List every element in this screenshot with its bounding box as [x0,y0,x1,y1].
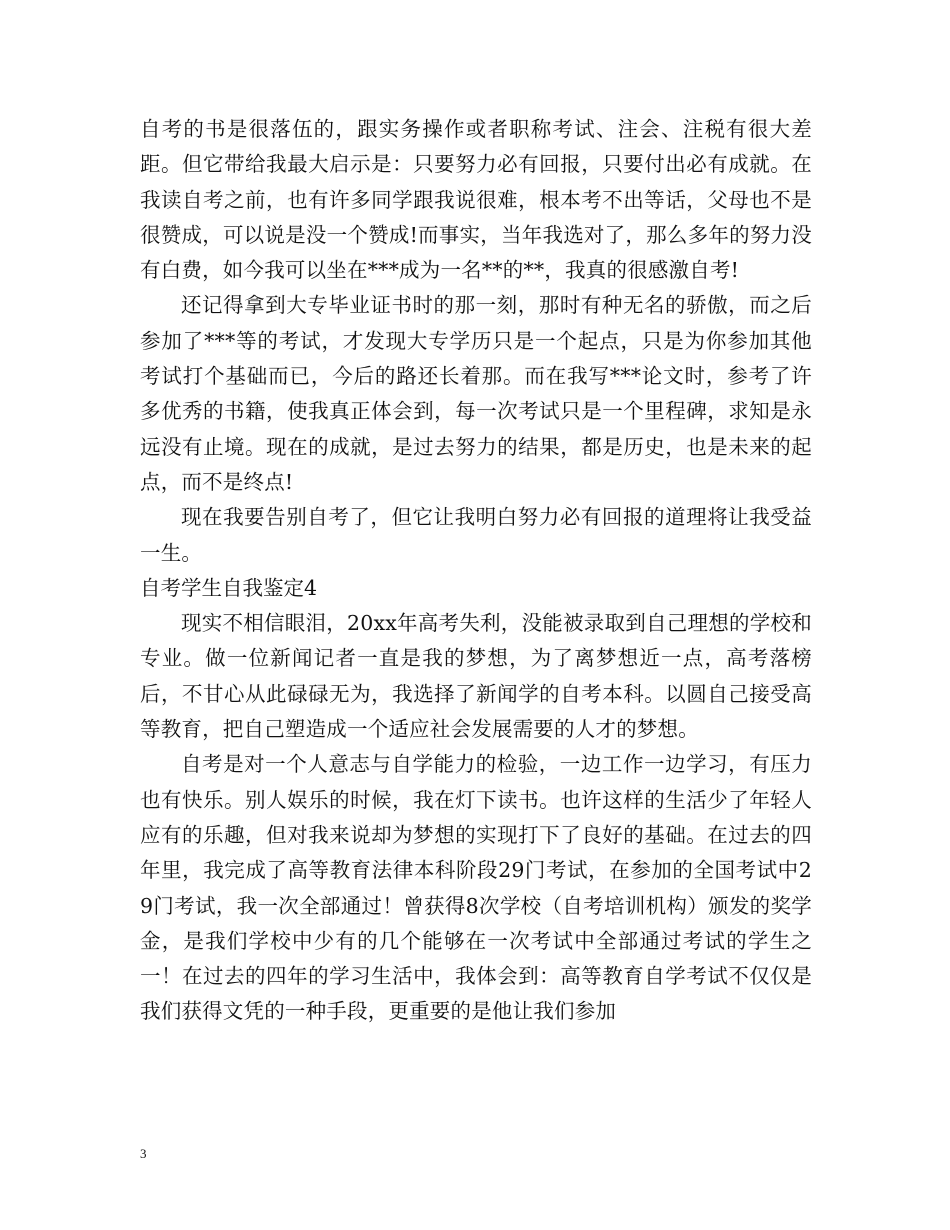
page-number: 3 [140,1146,147,1161]
paragraph-dream: 现实不相信眼泪，20xx年高考失利，没能被录取到自己理想的学校和专业。做一位新闻记者一直是我的梦想，为了离梦想近一点，高考落榜后，不甘心从此碌碌无为，我选择了新闻学的自考本科。以圆自己接受高等教育，把自己塑造成一个适应社会发展需要的人才的梦想。 [140,611,812,742]
paragraph-farewell: 现在我要告别自考了，但它让我明白努力必有回报的道理将让我受益一生。 [140,505,812,565]
section-heading: 自考学生自我鉴定4 [140,575,318,600]
document-body [140,112,812,1030]
paragraph-self-study: 自考是对一个人意志与自学能力的检验，一边工作一边学习，有压力也有快乐。别人娱乐的时候，我在灯下读书。也许这样的生活少了年轻人应有的乐趣，但对我来说却为梦想的实现打下了良好的基础。在过去的四年里，我完成了高等教育法律本科阶段29门考试，在参加的全国考试中29门考试，我一次全部通过！曾获得8次学校（自考培训机构）颁发的奖学金，是我们学校中少有的几个能够在一次考试中全部通过考试的学生之一！在过去的四年的学习生活中，我体会到：高等教育自学考试不仅仅是我们获得文凭的一种手段，更重要的是他让我们参加 [140,752,812,1024]
paragraph-continuation: 自考的书是很落伍的，跟实务操作或者职称考试、注会、注税有很大差距。但它带给我最大启示是：只要努力必有回报，只要付出必有成就。在我读自考之前，也有许多同学跟我说很难，根本考不出等话，父母也不是很赞成，可以说是没一个赞成!而事实，当年我选对了，那么多年的努力没有白费，如今我可以坐在***成为一名**的**，我真的很感激自考! [140,117,812,283]
paragraph-diploma-memory: 还记得拿到大专毕业证书时的那一刻，那时有种无名的骄傲，而之后参加了***等的考试，才发现大专学历只是一个起点，只是为你参加其他考试打个基础而已，今后的路还长着那。而在我写***论文时，参考了许多优秀的书籍，使我真正体会到，每一次考试只是一个里程碑，求知是永远没有止境。现在的成就，是过去努力的结果，都是历史，也是未来的起点，而不是终点! [140,293,812,494]
